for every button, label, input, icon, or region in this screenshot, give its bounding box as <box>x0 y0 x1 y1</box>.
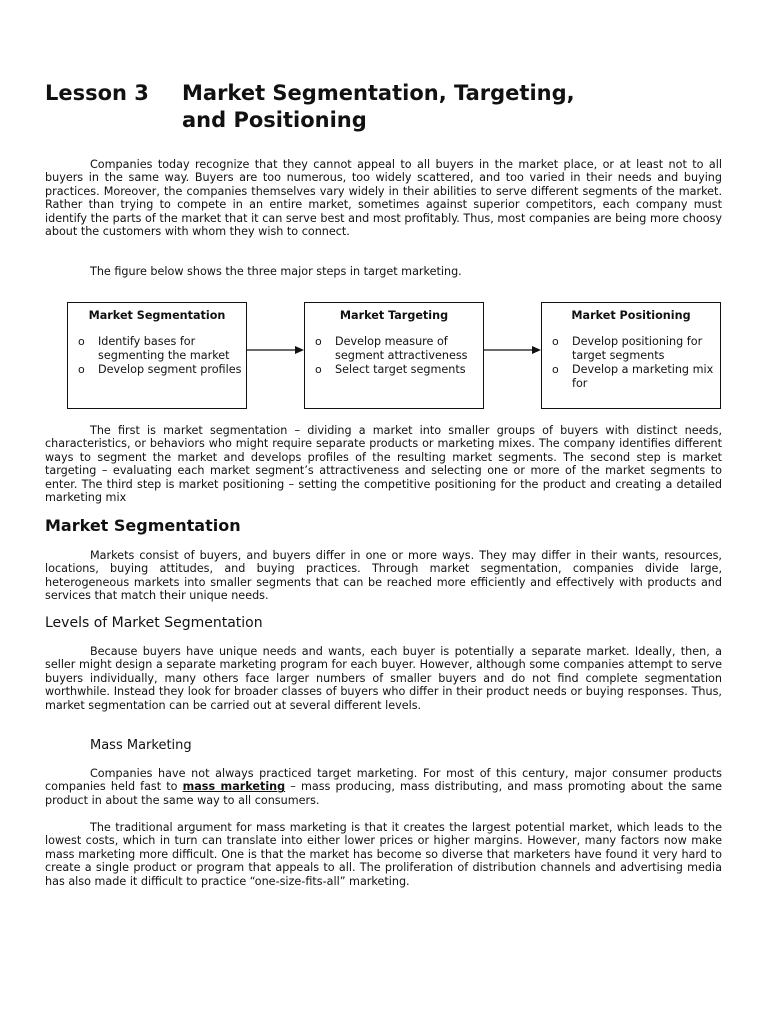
list-item <box>68 363 246 377</box>
arrow-icon <box>247 344 305 356</box>
text-run: Companies have not always practiced target marketing. For most of this century, major consumer products companies held fast to <box>45 767 722 794</box>
box-market-targeting <box>304 302 484 409</box>
list-item-text: Identify bases for segmenting the market <box>98 335 230 362</box>
list-item-text: Develop positioning for target segments <box>572 335 703 362</box>
list-item <box>542 335 720 363</box>
list-item-text: Develop a marketing mix for <box>572 363 714 390</box>
bullet: o <box>78 363 85 376</box>
intro-paragraph: Companies today recognize that they cannot appeal to all buyers in the market place, or at least not to all buyers in the same way. Buyers are too numerous, too widely scattered, and too varied in their needs and buying practices. Moreover, the companies themselves vary widely in their abilities to serve different segments of the market. Rather than trying to compete in an entire market, sometimes against superior competitors, each company must identify the parts of the market that it can serve best and most profitably. Thus, most companies are being more choosy about the customers with whom they wish to connect. <box>45 158 722 239</box>
list-item <box>305 363 483 377</box>
market-segmentation-paragraph: Markets consist of buyers, and buyers differ in one or more ways. They may differ in their wants, resources, locations, buying attitudes, and buying practices. Through market segmentation, companies divide large, heterogeneous markets into smaller segments that can be reached more efficiently and effectively with products and services that match their unique needs. <box>45 549 722 603</box>
text-run: – mass producing, mass distributing, and mass promoting about the same product in about the same way to all consumers. <box>45 780 722 807</box>
mass-marketing-paragraph <box>45 767 722 807</box>
box-title: Market Segmentation <box>88 309 226 322</box>
section-heading-market-segmentation: Market Segmentation <box>45 516 241 535</box>
section-heading-mass-marketing: Mass Marketing <box>90 738 192 753</box>
bullet: o <box>315 335 322 348</box>
box-title: Market Positioning <box>571 309 691 322</box>
levels-paragraph: Because buyers have unique needs and wants, each buyer is potentially a separate market. Ideally, then, a seller might design a separate marketing program for each buyer. However, although some companies attempt to serve buyers individually, many others face larger numbers of smaller buyers and do not find complete segmentation worthwhile. Instead they look for broader classes of buyers who differ in their product needs or buying responses. Thus, market segmentation can be carried out at several different levels. <box>45 645 722 712</box>
steps-paragraph: The first is market segmentation – dividing a market into smaller groups of buyers with distinct needs, characteristics, or behaviors who might require separate products or marketing mixes. The company identifies different ways to segment the market and develops profiles of the resulting market segments. The second step is market targeting – evaluating each market segment’s attractiveness and selecting one or more of the market segments to enter. The third step is market positioning – setting the competitive positioning for the product and creating a detailed marketing mix <box>45 424 722 505</box>
box-market-segmentation <box>67 302 247 409</box>
list-item <box>542 363 720 391</box>
arrow-icon <box>484 344 542 356</box>
box-list <box>542 335 720 391</box>
title-line-2: and Positioning <box>182 108 367 132</box>
lesson-number: Lesson 3 <box>45 81 149 105</box>
bullet: o <box>552 363 559 376</box>
list-item-text: Select target segments <box>335 363 466 376</box>
bullet: o <box>78 335 85 348</box>
section-heading-levels: Levels of Market Segmentation <box>45 615 263 631</box>
key-term: mass marketing <box>182 780 286 794</box>
mass-marketing-argument-paragraph: The traditional argument for mass marketing is that it creates the largest potential market, which leads to the lowest costs, which in turn can translate into either lower prices or higher margins. However, many factors now make mass marketing more difficult. One is that the market has become so diverse that marketers have found it very hard to create a single product or program that appeals to all. The proliferation of distribution channels and advertising media has also made it difficult to practice “one-size-fits-all” marketing. <box>45 821 722 888</box>
bullet: o <box>315 363 322 376</box>
figure-intro-paragraph: The figure below shows the three major steps in target marketing. <box>90 265 462 278</box>
list-item <box>305 335 483 363</box>
box-market-positioning <box>541 302 721 409</box>
bullet: o <box>552 335 559 348</box>
box-list <box>68 335 246 377</box>
box-title: Market Targeting <box>339 309 449 322</box>
list-item <box>68 335 246 363</box>
list-item-text: Develop segment profiles <box>98 363 242 376</box>
box-list <box>305 335 483 377</box>
title-line-1: Market Segmentation, Targeting, <box>182 81 575 105</box>
list-item-text: Develop measure of segment attractiveness <box>335 335 468 362</box>
